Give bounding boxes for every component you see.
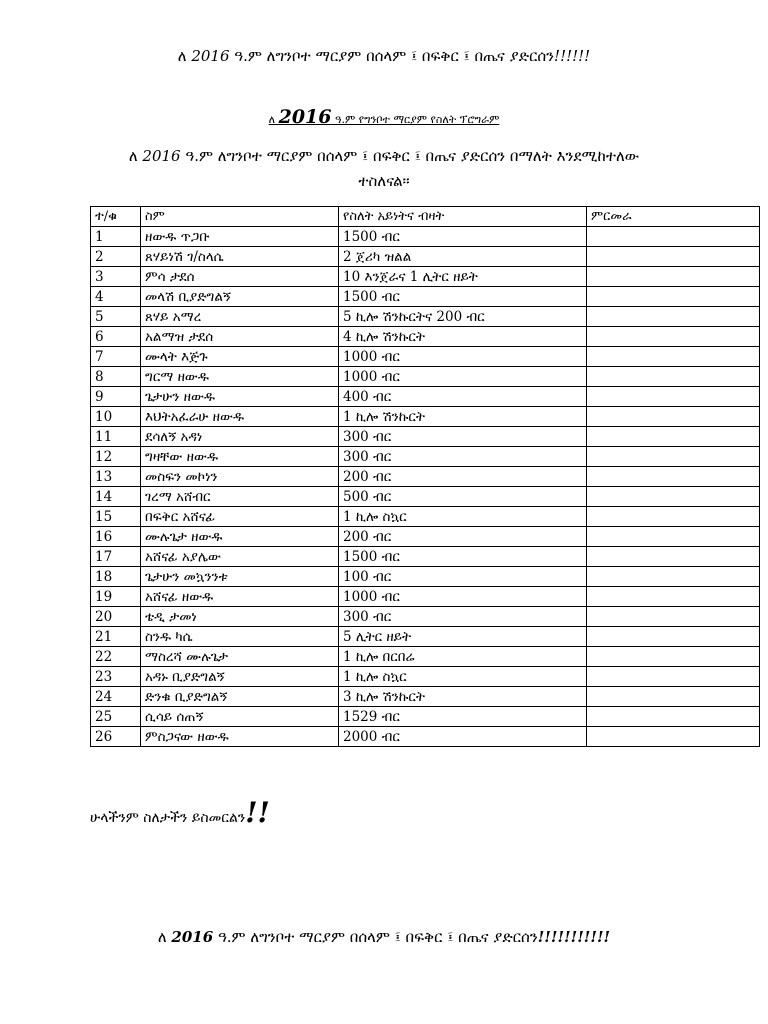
cell-vow: 100 ብር [339, 567, 587, 587]
intro-year: 2016 [142, 147, 181, 165]
cell-vow: 1 ኪሎ ሽንኩርት [339, 407, 587, 427]
cell-name: ሙላት እጅጉ [141, 347, 339, 367]
cell-remark [587, 467, 760, 487]
cell-remark [587, 547, 760, 567]
footer-exclaim: !!!!!!!!!!! [537, 928, 611, 946]
cell-number: 15 [91, 507, 141, 527]
cell-number: 10 [91, 407, 141, 427]
program-title-text: ዓ.ም የግንቦተ ማርያም የስለት ፕሮግራም [331, 113, 500, 126]
cell-vow: 500 ብር [339, 487, 587, 507]
footer-line [0, 928, 768, 946]
cell-number: 23 [91, 667, 141, 687]
table-row [91, 707, 760, 727]
cell-number: 7 [91, 347, 141, 367]
header-remark: ምርመራ [587, 207, 760, 227]
cell-number: 2 [91, 247, 141, 267]
header-line [0, 47, 768, 65]
cell-vow: 5 ኪሎ ሽንኩርትና 200 ብር [339, 307, 587, 327]
cell-remark [587, 707, 760, 727]
table-row [91, 507, 760, 527]
cell-remark [587, 427, 760, 447]
cell-vow: 300 ብር [339, 447, 587, 467]
header-number: ተ/ቁ [91, 207, 141, 227]
cell-remark [587, 507, 760, 527]
cell-name: መስፍን መኮነን [141, 467, 339, 487]
program-title-year: 2016 [278, 106, 332, 128]
cell-number: 22 [91, 647, 141, 667]
footer-prefix: ለ [157, 928, 172, 946]
cell-name: ጌታሁን መኳንንቱ [141, 567, 339, 587]
cell-vow: 1500 ብር [339, 227, 587, 247]
cell-name: ገረማ አሸብር [141, 487, 339, 507]
table-row [91, 567, 760, 587]
table-row [91, 727, 760, 747]
header-year: 2016 [191, 47, 230, 65]
cell-number: 11 [91, 427, 141, 447]
cell-vow: 1000 ብር [339, 347, 587, 367]
cell-vow: 200 ብር [339, 467, 587, 487]
cell-vow: 1500 ብር [339, 547, 587, 567]
cell-number: 4 [91, 287, 141, 307]
header-vow-type: የስለት አይነትና ብዛት [339, 207, 587, 227]
cell-number: 21 [91, 627, 141, 647]
footer-text: ዓ.ም ለግንቦተ ማርያም በሰላም ፤ በፍቅር ፤ በጤና ያድርሰን [213, 928, 538, 946]
table-row [91, 327, 760, 347]
cell-vow: 1529 ብር [339, 707, 587, 727]
cell-number: 8 [91, 367, 141, 387]
cell-vow: 300 ብር [339, 607, 587, 627]
table-body [91, 227, 760, 747]
cell-number: 14 [91, 487, 141, 507]
cell-remark [587, 447, 760, 467]
cell-name: ግርማ ዘውዱ [141, 367, 339, 387]
table-row [91, 607, 760, 627]
cell-name: አሸናፊ አያሌው [141, 547, 339, 567]
cell-name: በፍቅር አሸናፊ [141, 507, 339, 527]
cell-remark [587, 407, 760, 427]
cell-name: ጸሃይ አማረ [141, 307, 339, 327]
cell-vow: 1000 ብር [339, 587, 587, 607]
table-row [91, 367, 760, 387]
cell-number: 9 [91, 387, 141, 407]
cell-number: 17 [91, 547, 141, 567]
cell-name: ደሳለኝ አዳነ [141, 427, 339, 447]
cell-remark [587, 487, 760, 507]
table-row [91, 287, 760, 307]
header-prefix: ለ [177, 47, 192, 65]
intro-line-2: ተስለናል። [358, 172, 410, 190]
table-header-row [91, 207, 760, 227]
program-title [0, 106, 768, 128]
table-row [91, 667, 760, 687]
cell-name: አልማዝ ታደሰ [141, 327, 339, 347]
cell-remark [587, 667, 760, 687]
table-row [91, 247, 760, 267]
cell-number: 5 [91, 307, 141, 327]
cell-number: 26 [91, 727, 141, 747]
cell-name: ሙሉጌታ ዘውዱ [141, 527, 339, 547]
cell-name: ጸሃይነሽ ገ/ስላሴ [141, 247, 339, 267]
table-row [91, 347, 760, 367]
table-row [91, 307, 760, 327]
table-row [91, 627, 760, 647]
closing-line [90, 796, 270, 829]
cell-vow: 200 ብር [339, 527, 587, 547]
cell-vow: 1 ኪሎ በርበሬ [339, 647, 587, 667]
cell-vow: 2000 ብር [339, 727, 587, 747]
cell-vow: 5 ሊትር ዘይት [339, 627, 587, 647]
table-row [91, 387, 760, 407]
cell-vow: 1 ኪሎ ስኳር [339, 667, 587, 687]
cell-remark [587, 307, 760, 327]
table-row [91, 587, 760, 607]
cell-vow: 1500 ብር [339, 287, 587, 307]
cell-vow: 300 ብር [339, 427, 587, 447]
cell-remark [587, 687, 760, 707]
cell-number: 13 [91, 467, 141, 487]
cell-remark [587, 327, 760, 347]
cell-number: 20 [91, 607, 141, 627]
cell-name: ማስረሻ ሙሉጌታ [141, 647, 339, 667]
cell-name: ግዛቸው ዘውዱ [141, 447, 339, 467]
donations-table [90, 206, 760, 747]
table-row [91, 467, 760, 487]
cell-remark [587, 527, 760, 547]
header-exclaim: !!!!!! [554, 47, 591, 65]
cell-number: 1 [91, 227, 141, 247]
cell-vow: 3 ኪሎ ሽንኩርት [339, 687, 587, 707]
table-row [91, 487, 760, 507]
cell-vow: 1000 ብር [339, 367, 587, 387]
cell-vow: 1 ኪሎ ስኳር [339, 507, 587, 527]
cell-remark [587, 387, 760, 407]
cell-vow: 2 ጀሪካ ዝልል [339, 247, 587, 267]
cell-name: ቴዲ ታመነ [141, 607, 339, 627]
cell-number: 16 [91, 527, 141, 547]
intro-prefix: ለ [128, 147, 143, 165]
cell-name: ምስጋናው ዘውዱ [141, 727, 339, 747]
cell-remark [587, 627, 760, 647]
cell-number: 12 [91, 447, 141, 467]
cell-number: 6 [91, 327, 141, 347]
table-row [91, 447, 760, 467]
cell-remark [587, 567, 760, 587]
cell-name: እህትአፈራሁ ዘውዱ [141, 407, 339, 427]
cell-remark [587, 647, 760, 667]
cell-name: ሲሳይ ሰጠኝ [141, 707, 339, 727]
cell-name: ዘውዱ ጥጋቡ [141, 227, 339, 247]
table-row [91, 427, 760, 447]
cell-remark [587, 267, 760, 287]
cell-remark [587, 247, 760, 267]
cell-vow: 400 ብር [339, 387, 587, 407]
cell-remark [587, 287, 760, 307]
closing-exclaim: !! [245, 796, 270, 829]
table-row [91, 527, 760, 547]
cell-remark [587, 227, 760, 247]
cell-remark [587, 347, 760, 367]
table-row [91, 647, 760, 667]
closing-text: ሁላችንም ስለታችን ይስመርልን [90, 810, 246, 826]
cell-name: ስንዱ ካሴ [141, 627, 339, 647]
header-text: ዓ.ም ለግንቦተ ማርያም በሰላም ፤ በፍቅር ፤ በጤና ያድርሰን [229, 47, 555, 65]
table-row [91, 407, 760, 427]
cell-vow: 10 እንጀራና 1 ሊትር ዘይት [339, 267, 587, 287]
cell-number: 25 [91, 707, 141, 727]
cell-number: 24 [91, 687, 141, 707]
cell-name: አዳኑ ቢያድግልኝ [141, 667, 339, 687]
cell-number: 18 [91, 567, 141, 587]
footer-year: 2016 [171, 928, 214, 946]
table-row [91, 687, 760, 707]
intro-text: ዓ.ም ለግንቦተ ማርያም በሰላም ፤ በፍቅር ፤ በጤና ያድርሰን በማለት እንደሚከተለው [180, 147, 640, 165]
table-row [91, 227, 760, 247]
cell-remark [587, 607, 760, 627]
cell-name: ጌታሁን ዘውዱ [141, 387, 339, 407]
cell-name: አሸናፊ ዘውዱ [141, 587, 339, 607]
cell-name: መላሽ ቢያድግልኝ [141, 287, 339, 307]
cell-number: 3 [91, 267, 141, 287]
table-row [91, 547, 760, 567]
header-name: ስም [141, 207, 339, 227]
cell-remark [587, 367, 760, 387]
table-row [91, 267, 760, 287]
cell-name: ምሳ ታደሰ [141, 267, 339, 287]
cell-number: 19 [91, 587, 141, 607]
cell-vow: 4 ኪሎ ሽንኩርት [339, 327, 587, 347]
cell-name: ድንቁ ቢያድግልኝ [141, 687, 339, 707]
program-title-prefix: ለ [268, 113, 279, 126]
cell-remark [587, 587, 760, 607]
intro-line-1 [0, 147, 768, 165]
cell-remark [587, 727, 760, 747]
